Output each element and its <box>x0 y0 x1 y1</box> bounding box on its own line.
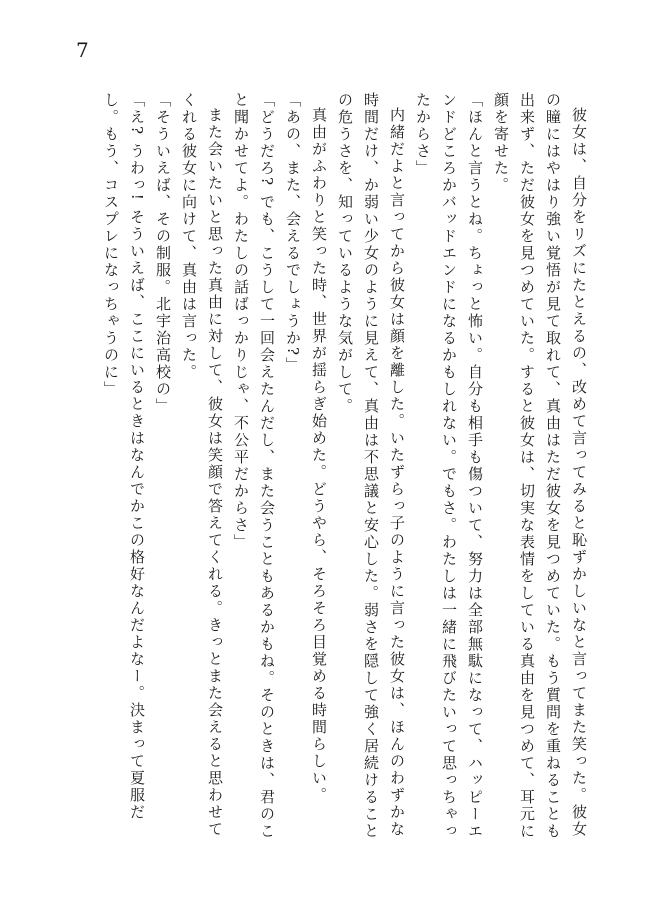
paragraph-1: 彼女は、自分をリズにたとえるの、改めて言ってみると恥ずかしいなと言ってまた笑った。彼女の瞳にはやはり強い覚悟が見て取れて、真由はただ彼女を見つめていた。もう質問を重ねることも出来ず、ただ彼女を見つめていた。すると彼女は、切実な表情をしている真由を見つめて、耳元に顔を寄せた。 <box>492 92 588 840</box>
paragraph-5: 「あの、また、会えるでしょうか?」 <box>284 92 302 375</box>
paragraph-7: また会いたいと思った真由に対して、彼女は笑顔で答えてくれる。きっとまた会えると思わせてくれる彼女に向けて、真由は言った。 <box>180 92 224 838</box>
paragraph-3: 内緒だよと言ってから彼女は顔を離した。いたずらっ子のように言った彼女は、ほんのわずかな時間だけ、か弱い少女のように見えて、真由は不思議と安心した。弱さを隠して強く居続けることの危うさを、知っているような気がして。 <box>336 92 406 840</box>
paragraph-8: 「そういえば、その制服。北宇治高校の」 <box>154 92 172 415</box>
vertical-text-body <box>72 92 592 852</box>
paragraph-2: 「ほんと言うとね。ちょっと怖い。自分も相手も傷ついて、努力は全部無駄になって、ハッピーエンドどころかバッドエンドになるかもしれない。でもさ。わたしは一緒に飛びたいって思っちゃったからさ」 <box>414 92 484 840</box>
paragraph-4: 真由がふわりと笑った時、世界が揺らぎ始めた。どうやら、そろそろ目覚める時間らしい。 <box>310 107 328 804</box>
paragraph-9: 「え? うわっ! そういえば、ここにいるときはなんでかこの格好なんだよなー。決まって夏服だし。もう、コスプレになっちゃうのに」 <box>102 92 146 821</box>
paragraph-6: 「どうだろ? でも、こうして一回会えたんだし、また会うこともあるかもね。そのときは、君のこと聞かせてよ。わたしの話ばっかりじゃ、不公平だからさ」 <box>232 92 276 840</box>
page-number: 7 <box>76 38 89 62</box>
